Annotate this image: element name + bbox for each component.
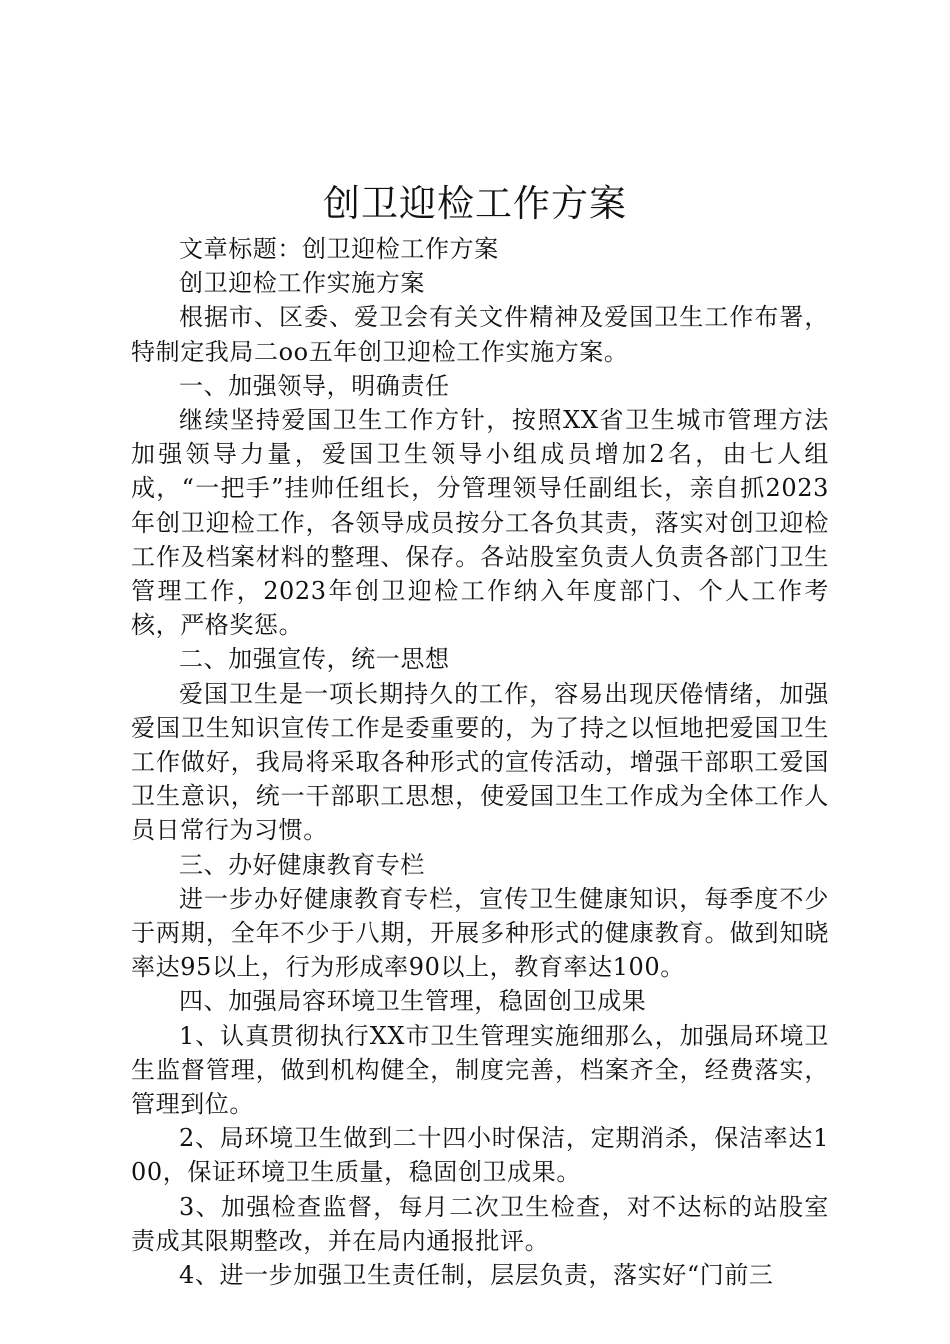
section-heading-2: 二、加强宣传，统一思想 [179,645,450,674]
section-heading-3: 三、办好健康教育专栏 [179,850,425,879]
paragraph-section-3: 进一步办好健康教育专栏，宣传卫生健康知识，每季度不少于两期，全年不少于八期，开展多种形式的健康教育。做到知晓率达95以上，行为形成率90以上，教育率达100。 [131,884,829,982]
paragraph-plan-name: 创卫迎检工作实施方案 [179,269,425,298]
paragraph-section-2: 爱国卫生是一项长期持久的工作，容易出现厌倦情绪，加强爱国卫生知识宣传工作是委重要的，为了持之以恒地把爱国卫生工作做好，我局将采取各种形式的宣传活动，增强干部职工爱国卫生意识，统一干部职工思想，使爱国卫生工作成为全体工作人员日常行为习惯。 [131,679,829,845]
list-item-1: 1、认真贯彻执行XX市卫生管理实施细那么，加强局环境卫生监督管理，做到机构健全，制度完善，档案齐全，经费落实，管理到位。 [131,1021,829,1119]
document-body [131,232,829,1292]
section-heading-4: 四、加强局容环境卫生管理，稳固创卫成果 [179,987,647,1016]
list-item-4: 4、进一步加强卫生责任制，层层负责，落实好“门前三 [179,1261,774,1290]
paragraph-intro: 根据市、区委、爱卫会有关文件精神及爱国卫生工作布署，特制定我局二oo五年创卫迎检工作实施方案。 [131,303,829,366]
list-item-2: 2、局环境卫生做到二十四小时保洁，定期消杀，保洁率达100，保证环境卫生质量，稳固创卫成果。 [131,1124,829,1187]
paragraph-section-1: 继续坚持爱国卫生工作方针，按照XX省卫生城市管理方法加强领导力量，爱国卫生领导小组成员增加2名，由七人组成，“一把手”挂帅任组长，分管理领导任副组长，亲自抓2023年创卫迎检工作，各领导成员按分工各负其责，落实对创卫迎检工作及档案材料的整理、保存。各站股室负责人负责各部门卫生管理工作，2023年创卫迎检工作纳入年度部门、个人工作考核，严格奖惩。 [131,406,829,640]
paragraph-article-title: 文章标题：创卫迎检工作方案 [179,235,499,263]
document-title: 创卫迎检工作方案 [323,182,627,225]
list-item-3: 3、加强检查监督，每月二次卫生检查，对不达标的站股室责成其限期整改，并在局内通报批评。 [131,1192,829,1255]
section-heading-1: 一、加强领导，明确责任 [179,371,450,400]
